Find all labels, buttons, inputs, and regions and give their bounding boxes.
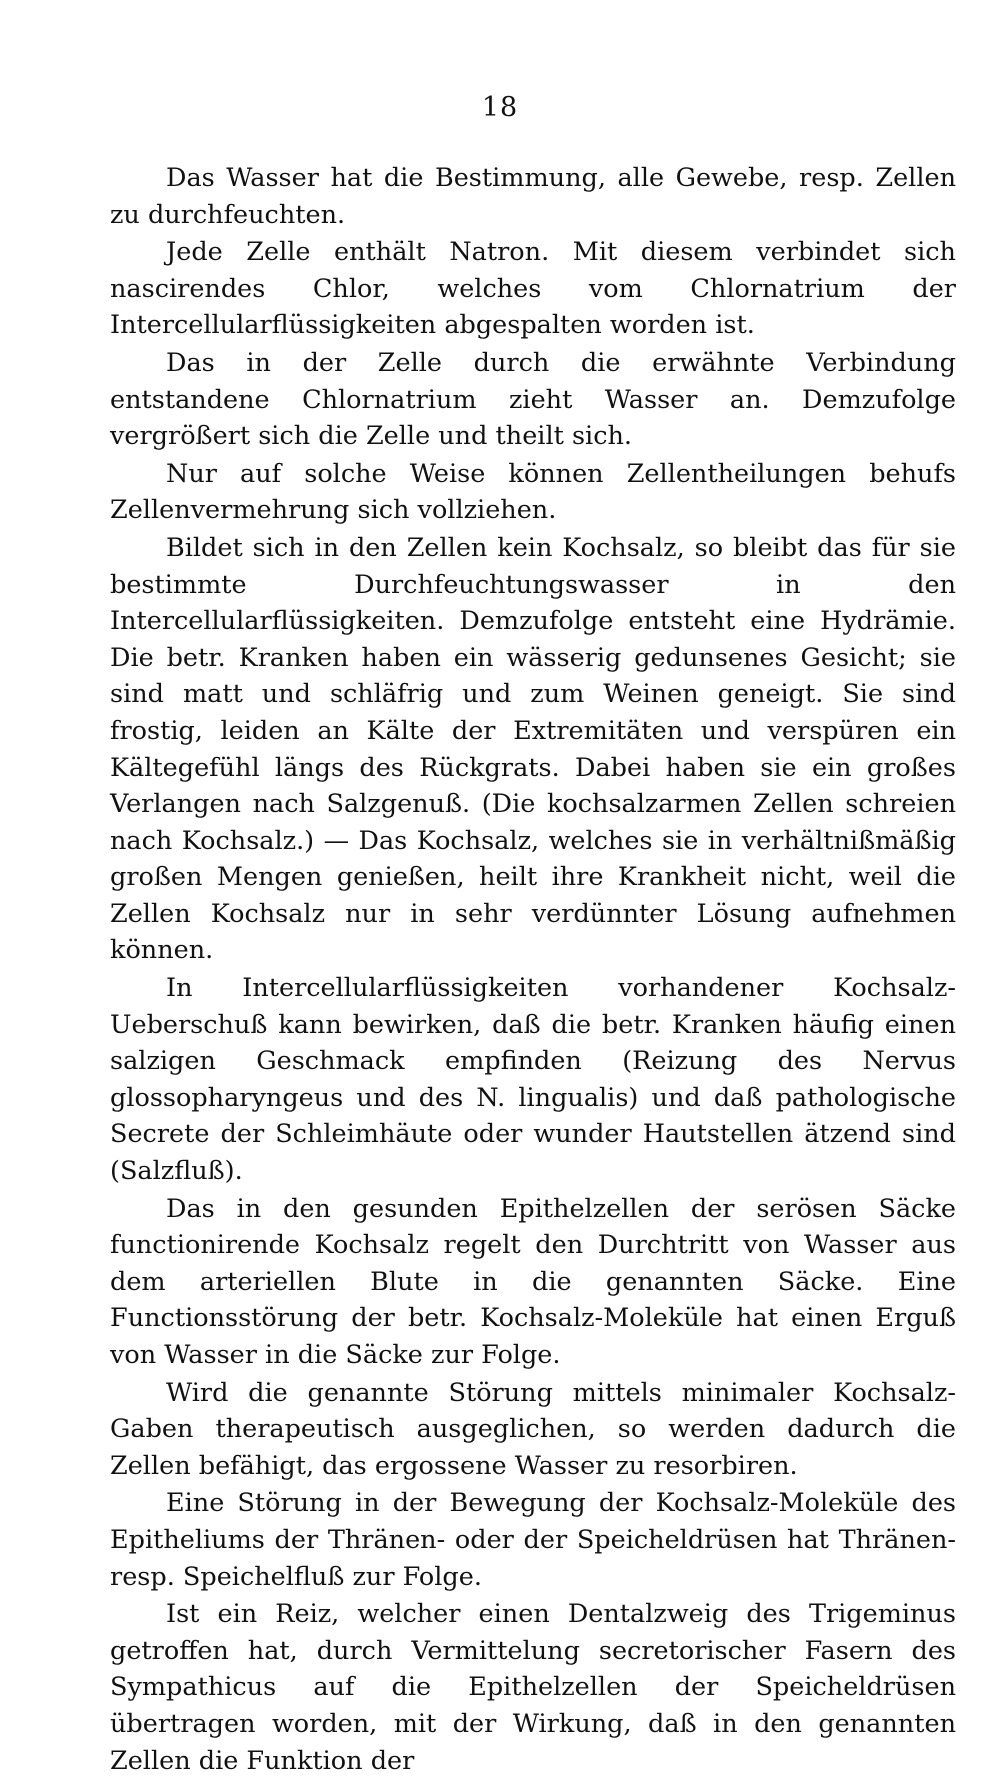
- paragraph-9: Eine Störung in der Bewegung der Kochsalz-Moleküle des Epitheliums der Thränen- oder der Speicheldrüsen hat Thränen- resp. Speichelfluß zur Folge.: [110, 1488, 956, 1592]
- page-number: 18: [481, 92, 519, 123]
- body-text: [110, 160, 956, 1780]
- paragraph-3: Das in der Zelle durch die erwähnte Verbindung entstandene Chlornatrium zieht Wasser an. Demzufolge vergrößert sich die Zelle und theilt sich.: [110, 347, 956, 452]
- paragraph-5: Bildet sich in den Zellen kein Kochsalz, so bleibt das für sie bestimmte Durchfeuchtungswasser in den Intercellularflüssigkeiten. Demzufolge entsteht eine Hydrämie. Die betr. Kranken haben ein wässerig gedunsenes Gesicht; sie sind matt und schläfrig und zum Weinen geneigt. Sie sind frostig, leiden an Kälte der Extremitäten und verspüren ein Kältegefühl längs des Rückgrats. Dabei haben sie ein großes Verlangen nach Salzgenuß. (Die kochsalzarmen Zellen schreien nach Kochsalz.) — Das Kochsalz, welches sie in verhältnißmäßig großen Mengen genießen, heilt ihre Krankheit nicht, weil die Zellen Kochsalz nur in sehr verdünnter Lösung aufnehmen können.: [110, 532, 956, 966]
- paragraph-6: In Intercellularflüssigkeiten vorhandener Kochsalz-Ueberschuß kann bewirken, daß die betr. Kranken häufig einen salzigen Geschmack empfinden (Reizung des Nervus glossopharyngeus und des N. lingualis) und daß pathologische Secrete der Schleimhäute oder wunder Hautstellen ätzend sind (Salzfluß).: [110, 973, 956, 1187]
- paragraph-2: Jede Zelle enthält Natron. Mit diesem verbindet sich nascirendes Chlor, welches vom Chlornatrium der Intercellularflüssigkeiten abgespalten worden ist.: [110, 237, 956, 341]
- paragraph-4: Nur auf solche Weise können Zellentheilungen behufs Zellenvermehrung sich vollziehen.: [110, 458, 956, 526]
- paragraph-7: Das in den gesunden Epithelzellen der serösen Säcke functionirende Kochsalz regelt den Durchtritt von Wasser aus dem arteriellen Blute in die genannten Säcke. Eine Functionsstörung der betr. Kochsalz-Moleküle hat einen Erguß von Wasser in die Säcke zur Folge.: [110, 1193, 956, 1370]
- paragraph-1: Das Wasser hat die Bestimmung, alle Gewebe, resp. Zellen zu durchfeuchten.: [110, 163, 956, 230]
- paragraph-10: Ist ein Reiz, welcher einen Dentalzweig des Trigeminus getroffen hat, durch Vermittelung secretorischer Fasern des Sympathicus auf die Epithelzellen der Speicheldrüsen übertragen worden, mit der Wirkung, daß in den genannten Zellen die Funktion der: [110, 1599, 956, 1776]
- paragraph-8: Wird die genannte Störung mittels minimaler Kochsalz-Gaben therapeutisch ausgeglichen, so werden dadurch die Zellen befähigt, das ergossene Wasser zu resorbiren.: [110, 1377, 956, 1481]
